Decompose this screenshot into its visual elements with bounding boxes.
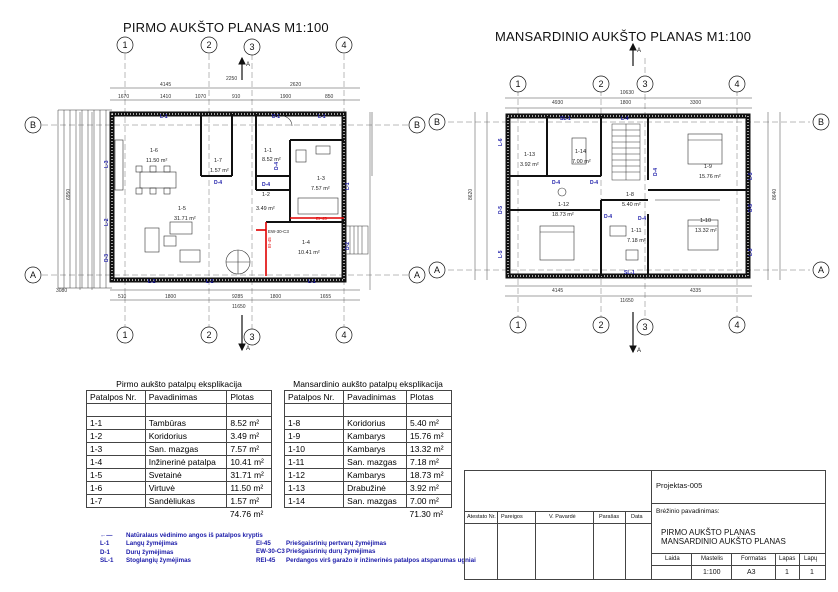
table-row: 1-14 San. mazgas 7.00 m²: [285, 495, 452, 508]
svg-text:D-4: D-4: [638, 216, 647, 222]
axis-label: B: [433, 117, 441, 127]
svg-text:L-2: L-2: [104, 218, 110, 226]
svg-text:10630: 10630: [620, 90, 634, 96]
axis-label: 4: [734, 320, 740, 330]
table-row: 1-10 Kambarys 13.32 m²: [285, 443, 452, 456]
axis-label: 3: [249, 332, 255, 342]
legend-right: EI-45 Priešgaisrinių pertvarų žymėjimas EW-30-C3Priešgaisrinių durų žymėjimas REI-45 Perdangos virš garažo ir inžinerinės patalpos atsparumas ugniai: [256, 540, 476, 564]
table-row: 1-8 Koridorius 5.40 m²: [285, 417, 452, 430]
title-block: [464, 470, 826, 580]
axis-label: 2: [206, 40, 212, 50]
axis-label: 4: [341, 40, 347, 50]
room-area: 8.52 m²: [262, 157, 281, 163]
room-area: 3.92 m²: [520, 162, 539, 168]
svg-text:L-5: L-5: [748, 172, 754, 180]
svg-text:850: 850: [325, 94, 334, 100]
svg-text:D-4: D-4: [590, 180, 599, 186]
meta-header: Lapų: [804, 556, 818, 562]
drawing-name-1: PIRMO AUKŠTO PLANAS: [661, 528, 756, 537]
axis-label: 4: [341, 330, 347, 340]
axis-label: 2: [598, 79, 604, 89]
svg-text:D-5: D-5: [748, 203, 754, 212]
ground-floor-plan: [42, 54, 410, 330]
col-header: Pavadinimas: [145, 391, 227, 404]
room-id: 1-13: [524, 152, 536, 158]
svg-text:1410: 1410: [160, 94, 172, 100]
room-area: 18.73 m²: [552, 212, 574, 218]
axis-label: 3: [642, 322, 648, 332]
svg-text:3080: 3080: [56, 288, 68, 294]
room-area: 5.40 m²: [622, 202, 641, 208]
svg-text:1900: 1900: [280, 94, 292, 100]
room-area: 15.76 m²: [699, 174, 721, 180]
ground-room-labels: [146, 148, 330, 256]
sheet-value: 1: [785, 569, 789, 576]
svg-text:6950: 6950: [66, 188, 72, 200]
room-area: 13.32 m²: [695, 228, 717, 234]
room-area: 7.00 m²: [572, 159, 591, 165]
svg-text:1670: 1670: [118, 94, 130, 100]
svg-text:L-2: L-2: [206, 279, 214, 285]
table-row: 1-2 Koridorius 3.49 m²: [87, 430, 272, 443]
table-row: 1-7 Sandėliukas 1.57 m²: [87, 495, 272, 508]
axis-label: 1: [122, 330, 128, 340]
col-header: Plotas: [406, 391, 451, 404]
room-id: 1-8: [626, 192, 634, 198]
room-id: 1-11: [631, 228, 642, 234]
meta-header: Formatas: [741, 556, 767, 562]
svg-text:A: A: [246, 346, 251, 352]
room-id: 1-6: [150, 148, 158, 154]
table-row: 1-12 Kambarys 18.73 m²: [285, 469, 452, 482]
col-header: Patalpos Nr.: [87, 391, 146, 404]
project-name: Projektas-005: [656, 481, 703, 490]
axis-label: 4: [734, 79, 740, 89]
svg-text:L-1: L-1: [345, 182, 351, 190]
room-area: 10.41 m²: [298, 250, 320, 256]
svg-text:L-5: L-5: [498, 250, 504, 258]
table-row: 1-1 Tambūras 8.52 m²: [87, 417, 272, 430]
col-header: Patalpos Nr.: [285, 391, 344, 404]
svg-text:L-6: L-6: [498, 138, 504, 146]
table-row: 1-13 Drabužinė 3.92 m²: [285, 482, 452, 495]
drawing-name-2: MANSARDINIO AUKŠTO PLANAS: [661, 537, 786, 546]
room-id: 1-2: [262, 192, 270, 198]
schedule-caption: Mansardinio aukšto patalpų eksplikacija: [285, 378, 452, 391]
schedule-caption: Pirmo aukšto patalpų eksplikacija: [87, 378, 272, 391]
axis-label: B: [29, 120, 37, 130]
svg-text:9285: 9285: [232, 294, 244, 300]
table-row: 1-11 San. mazgas 7.18 m²: [285, 456, 452, 469]
ventilation-arrow-icon: ←—: [100, 532, 113, 539]
col-label: V. Pavardė: [549, 514, 576, 520]
room-area: 31.71 m²: [174, 216, 196, 222]
room-id: 1-14: [575, 149, 587, 155]
ground-axis-bubbles: [25, 37, 425, 345]
col-label: Parašas: [599, 514, 620, 520]
col-label: Atestato Nr.: [467, 514, 496, 520]
axis-label: A: [413, 270, 421, 280]
svg-text:A: A: [637, 348, 642, 354]
drawing-label: Brėžinio pavadinimas:: [656, 508, 720, 515]
svg-text:4335: 4335: [690, 288, 702, 294]
room-id: 1-4: [302, 240, 310, 246]
col-header: Plotas: [227, 391, 272, 404]
col-label: Pareigos: [501, 514, 523, 520]
svg-text:D-4: D-4: [552, 180, 561, 186]
table-row: 1-6 Virtuvė 11.50 m²: [87, 482, 272, 495]
axis-label: 1: [515, 79, 521, 89]
attic-room-labels: [520, 149, 721, 244]
svg-text:1800: 1800: [165, 294, 177, 300]
svg-text:SL-1: SL-1: [624, 270, 635, 276]
svg-text:L-1: L-1: [160, 114, 168, 120]
scale-value: 1:100: [703, 569, 721, 576]
room-id: 1-9: [704, 164, 712, 170]
svg-text:SL-1: SL-1: [560, 116, 571, 122]
svg-text:L-3: L-3: [104, 160, 110, 168]
svg-text:910: 910: [232, 94, 241, 100]
svg-text:1655: 1655: [320, 294, 332, 300]
svg-text:L-2: L-2: [148, 279, 156, 285]
meta-header: Lapas: [779, 556, 796, 562]
svg-text:11650: 11650: [620, 298, 634, 304]
room-id: 1-5: [178, 206, 186, 212]
svg-text:1070: 1070: [195, 94, 207, 100]
axis-label: 1: [515, 320, 521, 330]
axis-label: A: [29, 270, 37, 280]
svg-text:D-5: D-5: [498, 205, 504, 214]
svg-text:8620: 8620: [468, 188, 474, 200]
room-id: 1-12: [558, 202, 570, 208]
room-id: 1-1: [264, 148, 272, 154]
axis-label: B: [817, 117, 825, 127]
axis-label: 3: [642, 79, 648, 89]
svg-text:11650: 11650: [232, 304, 246, 310]
axis-label: 2: [206, 330, 212, 340]
svg-text:L-5: L-5: [748, 248, 754, 256]
axis-label: A: [433, 265, 441, 275]
sheets-total-value: 1: [810, 569, 814, 576]
room-id: 1-10: [700, 218, 712, 224]
svg-text:L-1: L-1: [308, 279, 316, 285]
svg-text:1800: 1800: [270, 294, 282, 300]
schedule-total: 74.76 m²: [229, 509, 264, 519]
axis-label: 1: [122, 40, 128, 50]
table-row: 1-3 San. mazgas 7.57 m²: [87, 443, 272, 456]
svg-text:EW-30-C3: EW-30-C3: [268, 229, 289, 234]
table-row: 1-9 Kambarys 15.76 m²: [285, 430, 452, 443]
room-id: 1-3: [317, 176, 325, 182]
svg-text:D-4: D-4: [214, 180, 223, 186]
svg-text:D-1: D-1: [272, 114, 281, 120]
svg-text:D-4: D-4: [653, 167, 659, 176]
svg-text:EI-45: EI-45: [267, 237, 272, 248]
svg-text:D-4: D-4: [262, 182, 271, 188]
table-row: 1-4 Inžinerinė patalpa 10.41 m²: [87, 456, 272, 469]
room-id: 1-7: [214, 158, 222, 164]
svg-text:2620: 2620: [290, 82, 302, 88]
svg-text:2250: 2250: [226, 76, 238, 82]
room-area: 7.57 m²: [311, 186, 330, 192]
svg-text:4145: 4145: [160, 82, 172, 88]
svg-text:1800: 1800: [620, 100, 632, 106]
axis-label: 3: [249, 42, 255, 52]
room-area: 1.57 m²: [210, 168, 229, 174]
meta-header: Mastelis: [701, 556, 724, 562]
legend-left: ←— Natūralaus vėdinimo angos iš patalpos kryptis L-1 Langų žymėjimas D-1 Durų žymėjimas SL-1 Stoglangių žymėjimas: [100, 532, 263, 565]
schedule-total: 71.30 m²: [409, 509, 444, 519]
room-area: 3.49 m²: [256, 206, 275, 212]
ground-floor-title: PIRMO AUKŠTO PLANAS M1:100: [123, 20, 329, 35]
svg-text:A: A: [637, 48, 642, 54]
svg-text:8640: 8640: [772, 188, 778, 200]
attic-room-schedule: [284, 378, 452, 520]
svg-text:4145: 4145: [552, 288, 564, 294]
axis-label: B: [413, 120, 421, 130]
meta-header: Laida: [665, 556, 680, 562]
attic-floor-title: MANSARDINIO AUKŠTO PLANAS M1:100: [495, 29, 752, 44]
svg-text:3300: 3300: [690, 100, 702, 106]
ground-room-schedule: [86, 378, 272, 520]
svg-text:L-4: L-4: [621, 116, 629, 122]
col-header: Pavadinimas: [344, 391, 407, 404]
svg-text:510: 510: [118, 294, 127, 300]
svg-text:EI-45: EI-45: [316, 216, 327, 221]
svg-text:A: A: [246, 62, 251, 68]
format-value: A3: [747, 569, 756, 576]
table-row: 1-5 Svetainė 31.71 m²: [87, 469, 272, 482]
svg-text:D-4: D-4: [274, 161, 280, 170]
col-label: Data: [631, 514, 643, 520]
svg-text:D-2: D-2: [345, 241, 351, 250]
axis-label: A: [817, 265, 825, 275]
svg-text:4930: 4930: [552, 100, 564, 106]
svg-text:L-1: L-1: [318, 114, 326, 120]
svg-text:D-4: D-4: [604, 214, 613, 220]
svg-text:D-3: D-3: [104, 253, 110, 262]
room-area: 7.18 m²: [627, 238, 646, 244]
axis-label: 2: [598, 320, 604, 330]
room-area: 11.50 m²: [146, 158, 168, 164]
